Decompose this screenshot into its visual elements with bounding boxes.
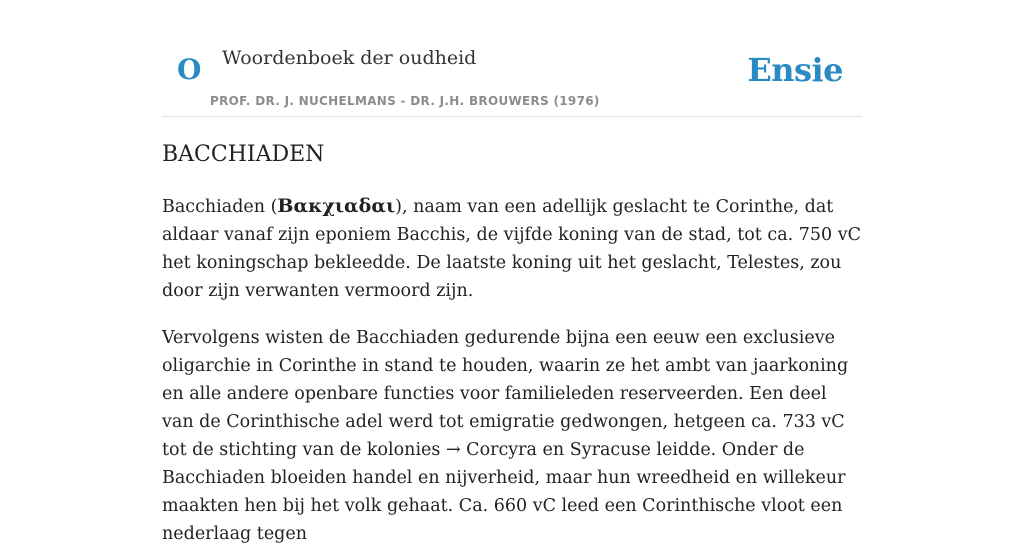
paragraph-text: Bacchiaden ( xyxy=(162,197,278,217)
paragraph-text: ), naam van een adellijk geslacht te Corinthe, dat aldaar vanaf zijn eponiem Bacchis, de vijfde koning van de stad, tot ca. 750 vC het koningschap bekleedde. De laatste koning uit het geslacht, Telestes, zou door zijn verwanten vermoord zijn. xyxy=(162,197,862,301)
article-title: BACCHIADEN xyxy=(162,142,325,167)
dictionary-authors: PROF. DR. J. NUCHELMANS - DR. J.H. BROUWERS (1976) xyxy=(210,94,600,108)
article xyxy=(162,138,862,548)
ensie-logo[interactable]: Ensie xyxy=(747,51,843,89)
paragraph-text: Vervolgens wisten de Bacchiaden gedurende bijna een eeuw een exclusieve oligarchie in Corinthe in stand te houden, waarin ze het ambt van jaarkoning en alle andere openbare functies voor familieleden reserveerden. Een deel van de Corinthische adel werd tot emigratie gedwongen, hetgeen ca. 733 vC tot de stichting van de kolonies xyxy=(162,328,849,460)
paragraph-text: en Syracuse leidde. Onder de Bacchiaden bloeiden handel en nijverheid, maar hun wreedheid en willekeur maakten hen bij het volk gehaat. Ca. 660 vC leed een Corinthische vloot een nederlaag tegen xyxy=(162,440,846,544)
dictionary-header xyxy=(162,0,862,117)
article-paragraph xyxy=(162,192,862,305)
article-paragraph xyxy=(162,324,862,548)
cross-reference-link[interactable]: → Corcyra xyxy=(445,440,537,460)
greek-term: Βακχιαδαι xyxy=(277,195,396,217)
dictionary-title[interactable]: Woordenboek der oudheid xyxy=(222,47,477,69)
index-letter[interactable]: O xyxy=(177,53,202,86)
